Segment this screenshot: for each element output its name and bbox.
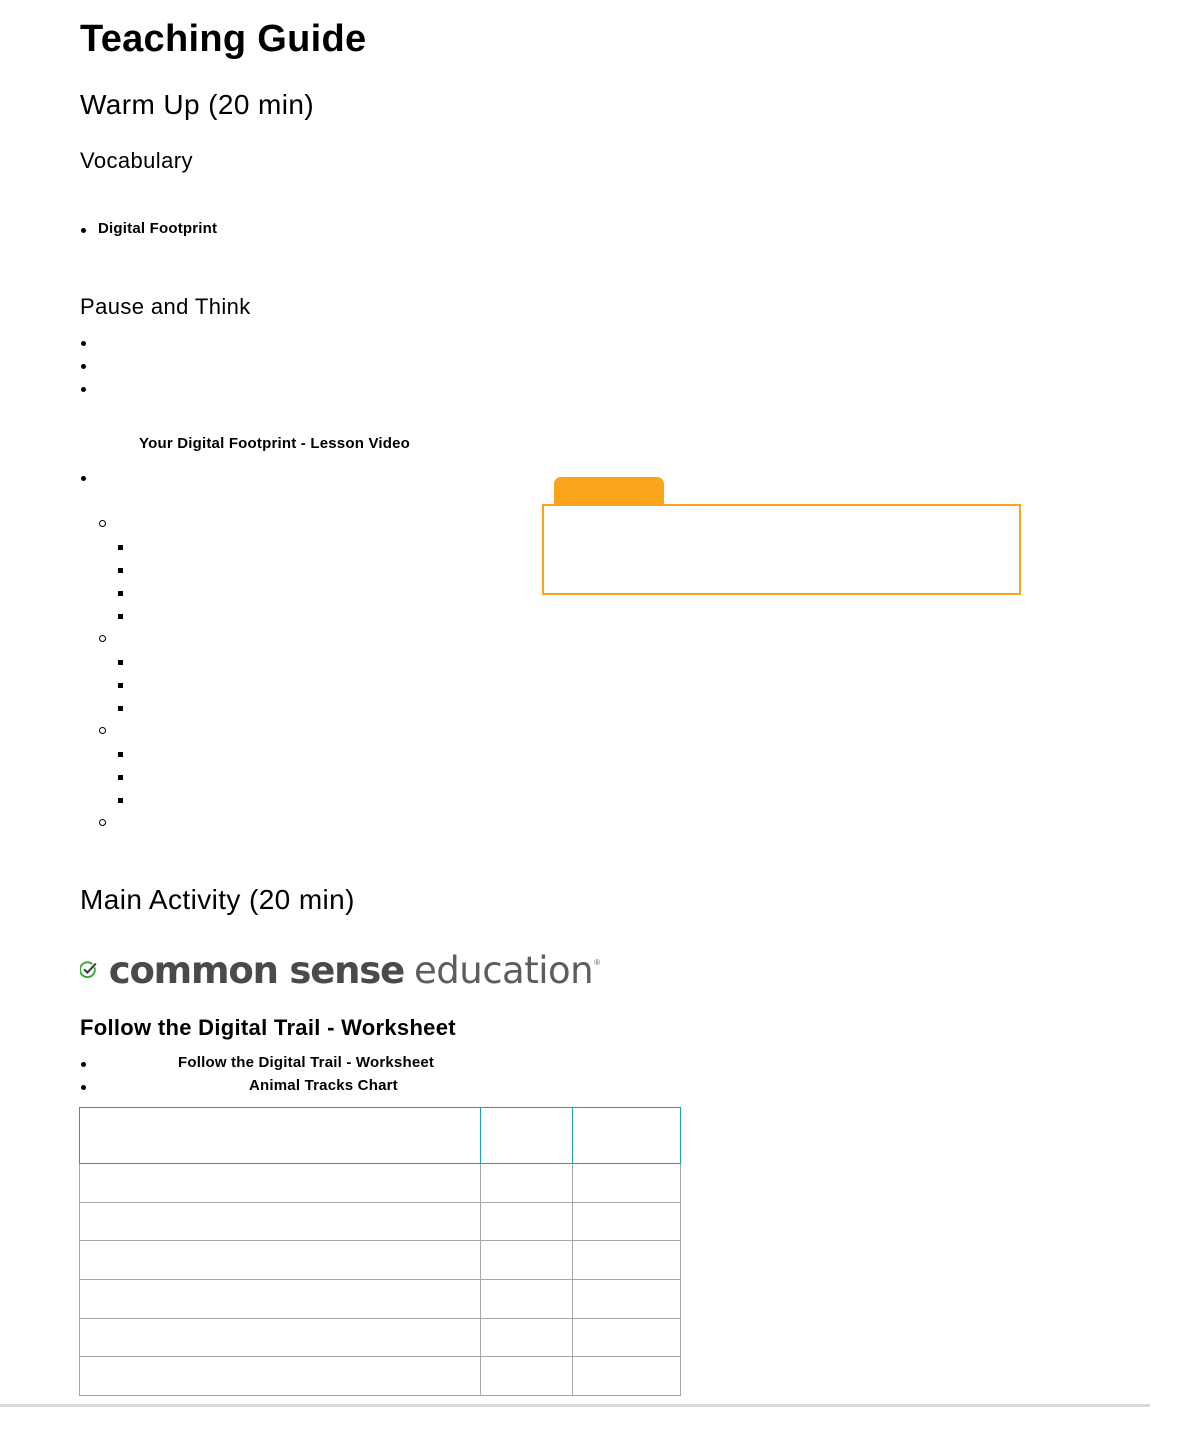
table-row bbox=[80, 1357, 681, 1396]
sub-sub-bullet-icon bbox=[118, 775, 123, 780]
table-cell bbox=[80, 1319, 481, 1357]
vocabulary-item-digital-footprint[interactable]: Digital Footprint bbox=[98, 220, 218, 237]
sub-sub-bullet-icon bbox=[118, 683, 123, 688]
pause-and-think-heading: Pause and Think bbox=[80, 294, 251, 319]
worksheet-table bbox=[79, 1107, 681, 1396]
sub-bullet-icon bbox=[99, 520, 106, 527]
sub-sub-bullet-icon bbox=[118, 660, 123, 665]
table-cell bbox=[573, 1203, 681, 1241]
logo-registered-mark: ® bbox=[594, 958, 600, 967]
sub-sub-bullet-icon bbox=[118, 545, 123, 550]
table-cell bbox=[573, 1280, 681, 1319]
worksheet-heading: Follow the Digital Trail - Worksheet bbox=[80, 1015, 456, 1040]
footer-divider bbox=[0, 1404, 1150, 1407]
table-row bbox=[80, 1280, 681, 1319]
table-cell bbox=[481, 1280, 573, 1319]
sub-sub-bullet-icon bbox=[118, 591, 123, 596]
vocabulary-heading: Vocabulary bbox=[80, 148, 193, 173]
worksheet-link[interactable]: Follow the Digital Trail - Worksheet bbox=[178, 1054, 435, 1071]
table-row bbox=[80, 1164, 681, 1203]
table-cell bbox=[481, 1164, 573, 1203]
bullet-icon bbox=[81, 228, 86, 233]
table-cell bbox=[80, 1241, 481, 1280]
table-header-row bbox=[80, 1108, 681, 1164]
table-cell bbox=[80, 1357, 481, 1396]
main-activity-heading: Main Activity (20 min) bbox=[80, 884, 355, 915]
sub-bullet-icon bbox=[99, 819, 106, 826]
bullet-icon bbox=[81, 387, 86, 392]
checkmark-logo-icon bbox=[80, 944, 97, 996]
table-cell bbox=[573, 1319, 681, 1357]
sub-sub-bullet-icon bbox=[118, 752, 123, 757]
sub-sub-bullet-icon bbox=[118, 568, 123, 573]
bullet-icon bbox=[81, 364, 86, 369]
teaching-tip-callout bbox=[542, 504, 1021, 595]
lesson-video-link[interactable]: Your Digital Footprint - Lesson Video bbox=[139, 435, 411, 452]
table-cell bbox=[573, 1241, 681, 1280]
table-header-cell bbox=[80, 1108, 481, 1164]
page-title: Teaching Guide bbox=[80, 18, 367, 60]
table-cell bbox=[80, 1280, 481, 1319]
sub-sub-bullet-icon bbox=[118, 798, 123, 803]
warm-up-heading: Warm Up (20 min) bbox=[80, 89, 315, 120]
table-cell bbox=[573, 1164, 681, 1203]
animal-tracks-chart-link[interactable]: Animal Tracks Chart bbox=[249, 1077, 398, 1094]
table-cell bbox=[481, 1203, 573, 1241]
bullet-icon bbox=[81, 1085, 86, 1090]
table-cell bbox=[80, 1164, 481, 1203]
bullet-icon bbox=[81, 1062, 86, 1067]
table-row bbox=[80, 1319, 681, 1357]
table-cell bbox=[481, 1241, 573, 1280]
common-sense-education-logo bbox=[80, 944, 600, 996]
sub-bullet-icon bbox=[99, 635, 106, 642]
logo-word-common-sense: common sense bbox=[108, 948, 404, 992]
table-cell bbox=[481, 1319, 573, 1357]
sub-sub-bullet-icon bbox=[118, 614, 123, 619]
sub-sub-bullet-icon bbox=[118, 706, 123, 711]
callout-tab bbox=[554, 477, 664, 507]
table-header-cell bbox=[573, 1108, 681, 1164]
table-cell bbox=[481, 1357, 573, 1396]
sub-bullet-icon bbox=[99, 727, 106, 734]
table-cell bbox=[573, 1357, 681, 1396]
bullet-icon bbox=[81, 341, 86, 346]
table-cell bbox=[80, 1203, 481, 1241]
table-row bbox=[80, 1203, 681, 1241]
table-header-cell bbox=[481, 1108, 573, 1164]
table-row bbox=[80, 1241, 681, 1280]
logo-word-education: education bbox=[414, 948, 594, 992]
bullet-icon bbox=[81, 476, 86, 481]
